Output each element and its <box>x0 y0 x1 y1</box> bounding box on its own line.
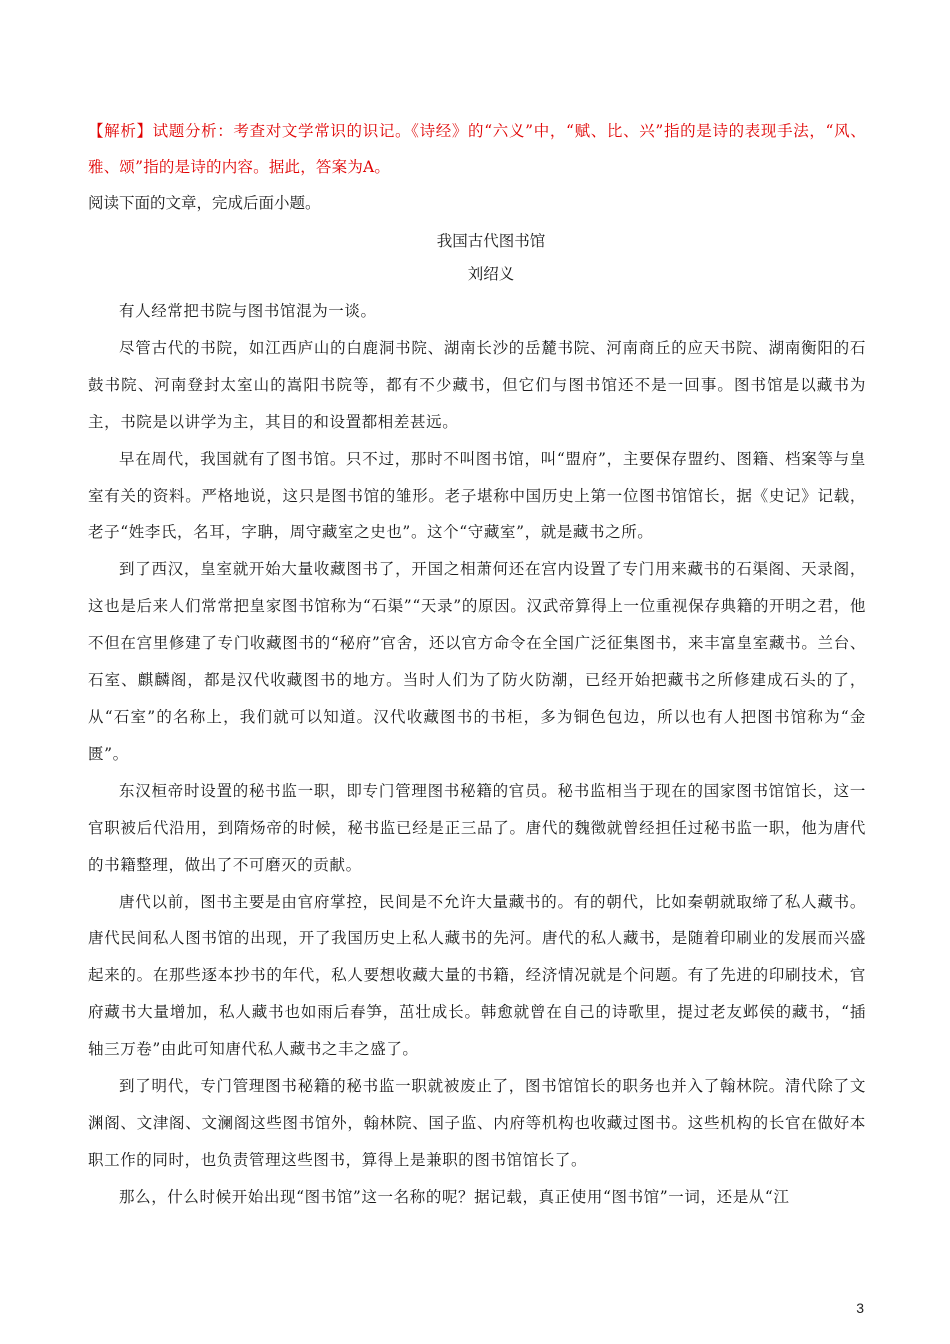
article-paragraph-5: 东汉桓帝时设置的秘书监一职，即专门管理图书秘籍的官员。秘书监相当于现在的国家图书馆馆长，这一官职被后代沿用，到隋炀帝的时候，秘书监已经是正三品了。唐代的魏徵就曾经担任过秘书监一职，他为唐代的书籍整理，做出了不可磨灭的贡献。 <box>88 781 866 874</box>
article-paragraph-8: 那么，什么时候开始出现“图书馆”这一名称的呢？据记载，真正使用“图书馆”一词，还是从“江 <box>119 1187 790 1206</box>
answer-analysis: 【解析】试题分析：考查对文学常识的识记。《诗经》的“六义”中，“赋、比、兴”指的是诗的表现手法，“风、雅、颂”指的是诗的内容。据此，答案为A。 <box>88 122 866 176</box>
article-paragraph-3: 早在周代，我国就有了图书馆。只不过，那时不叫图书馆，叫“盟府”，主要保存盟约、图籍、档案等与皇室有关的资料。严格地说，这只是图书馆的雏形。老子堪称中国历史上第一位图书馆馆长，据《史记》记载，老子“姓李氏，名耳，字聃，周守藏室之史也”。这个“守藏室”，就是藏书之所。 <box>88 449 866 542</box>
article-title: 我国古代图书馆 <box>436 232 546 250</box>
article-paragraph-4: 到了西汉，皇室就开始大量收藏图书了，开国之相萧何还在宫内设置了专门用来藏书的石渠阁、天录阁，这也是后来人们常常把皇家图书馆称为“石渠”“天录”的原因。汉武帝算得上一位重视保存典籍的开明之君，他不但在宫里修建了专门收藏图书的“秘府”官舍，还以官方命令在全国广泛征集图书，来丰富皇室藏书。兰台、石室、麒麟阁，都是汉代收藏图书的地方。当时人们为了防火防潮，已经开始把藏书之所修建成石头的了，从“石室”的名称上，我们就可以知道。汉代收藏图书的书柜，多为铜色包边，所以也有人把图书馆称为“金匮”。 <box>88 560 866 763</box>
article-paragraph-7: 到了明代，专门管理图书秘籍的秘书监一职就被废止了，图书馆馆长的职务也并入了翰林院。清代除了文渊阁、文津阁、文澜阁这些图书馆外，翰林院、国子监、内府等机构也收藏过图书。这些机构的长官在做好本职工作的同时，也负责管理这些图书，算得上是兼职的图书馆馆长了。 <box>88 1077 866 1169</box>
article-paragraph-1: 有人经常把书院与图书馆混为一谈。 <box>119 302 377 320</box>
article-author: 刘绍义 <box>467 265 515 283</box>
document-page <box>88 113 866 1216</box>
page-number: 3 <box>856 1300 864 1316</box>
reading-instruction: 阅读下面的文章，完成后面小题。 <box>88 194 321 212</box>
article-paragraph-2: 尽管古代的书院，如江西庐山的白鹿洞书院、湖南长沙的岳麓书院、河南商丘的应天书院、湖南衡阳的石鼓书院、河南登封太室山的嵩阳书院等，都有不少藏书，但它们与图书馆还不是一回事。图书馆是以藏书为主，书院是以讲学为主，其目的和设置都相差甚远。 <box>88 338 866 431</box>
article-paragraph-6: 唐代以前，图书主要是由官府掌控，民间是不允许大量藏书的。有的朝代，比如秦朝就取缔了私人藏书。唐代民间私人图书馆的出现，开了我国历史上私人藏书的先河。唐代的私人藏书，是随着印刷业的发展而兴盛起来的。在那些逐本抄书的年代，私人要想收藏大量的书籍，经济情况就是个问题。有了先进的印刷技术，官府藏书大量增加，私人藏书也如雨后春笋，茁壮成长。韩愈就曾在自己的诗歌里，提过老友邺侯的藏书，“插轴三万卷”由此可知唐代私人藏书之丰之盛了。 <box>88 892 866 1059</box>
